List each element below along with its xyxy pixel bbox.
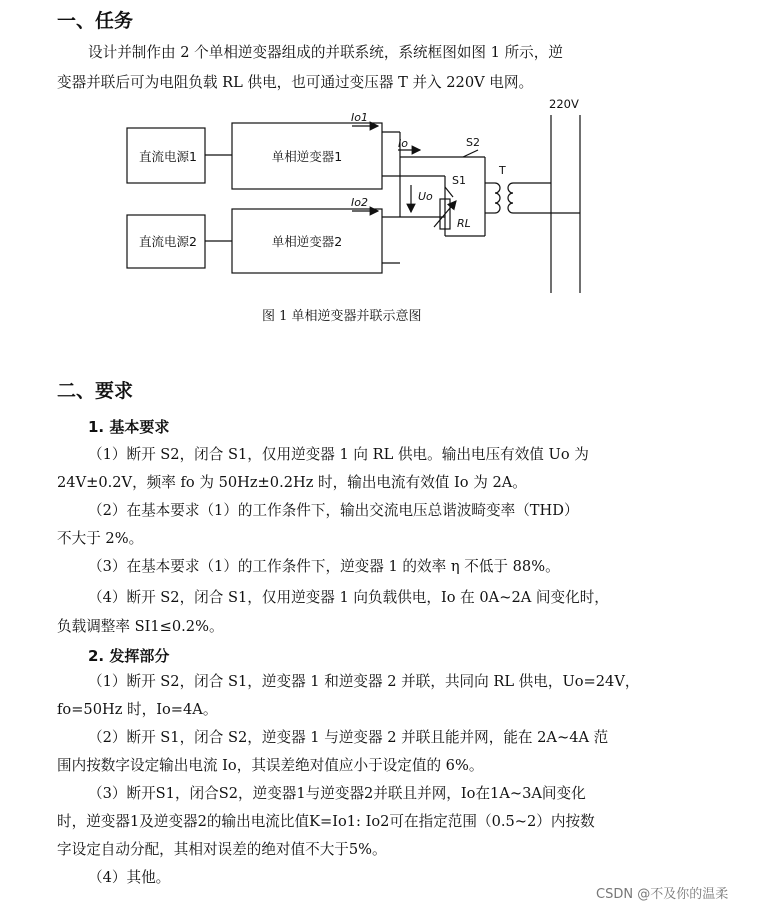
ext-line-1: （1）断开 S2，闭合 S1，逆变器 1 和逆变器 2 并联，共同向 RL 供电，Uo=24V，	[88, 673, 640, 690]
section1-line-2: 变器并联后可为电阻负载 RL 供电，也可通过变压器 T 并入 220V 电网。	[57, 74, 534, 91]
s1-label: S1	[452, 174, 466, 187]
basic-req-line-5: （3）在基本要求（1）的工作条件下，逆变器 1 的效率 η 不低于 88%。	[88, 558, 560, 575]
io-label: Io	[398, 137, 408, 150]
basic-req-line-2: 24V±0.2V，频率 fo 为 50Hz±0.2Hz 时，输出电流有效值 Io 为 2A。	[57, 474, 527, 491]
uo-label: Uo	[418, 190, 433, 203]
inverter-1-label: 单相逆变器1	[271, 149, 343, 164]
inverter-2-label: 单相逆变器2	[271, 234, 343, 249]
dc-source-1-label: 直流电源1	[139, 149, 197, 164]
csdn-watermark: CSDN @不及你的温柔	[596, 887, 729, 902]
s2-label: S2	[466, 136, 480, 149]
ext-line-3: （2）断开 S1，闭合 S2，逆变器 1 与逆变器 2 并联且能并网，能在 2A~4A 范	[88, 729, 609, 746]
basic-req-line-6: （4）断开 S2，闭合 S1，仅用逆变器 1 向负载供电，Io 在 0A~2A 间变化时，	[88, 589, 609, 606]
section2-heading: 二、要求	[57, 380, 134, 402]
transformer-label: T	[499, 164, 506, 177]
ext-line-8: （4）其他。	[88, 869, 171, 886]
ext-line-4: 围内按数字设定输出电流 Io，其误差绝对值应小于设定值的 6%。	[57, 757, 484, 774]
ext-line-5: （3）断开S1，闭合S2，逆变器1与逆变器2并联且并网，Io在1A~3A间变化	[88, 785, 586, 802]
extended-part-title: 2. 发挥部分	[88, 647, 170, 665]
dc-source-2-label: 直流电源2	[139, 234, 197, 249]
basic-req-line-4: 不大于 2%。	[57, 530, 144, 547]
basic-requirements-title: 1. 基本要求	[88, 418, 170, 436]
section1-heading: 一、任务	[57, 10, 134, 32]
ext-line-7: 字设定自动分配，其相对误差的绝对值不大于5%。	[57, 841, 387, 858]
block-diagram	[0, 0, 767, 330]
io2-label: Io2	[351, 196, 368, 209]
figure-caption: 图 1 单相逆变器并联示意图	[262, 309, 422, 324]
basic-req-line-3: （2）在基本要求（1）的工作条件下，输出交流电压总谐波畸变率（THD）	[88, 502, 579, 519]
basic-req-line-7: 负载调整率 SI1≤0.2%。	[57, 618, 224, 635]
grid-voltage-label: 220V	[549, 97, 579, 111]
rl-label: RL	[457, 217, 471, 230]
basic-req-line-1: （1）断开 S2，闭合 S1，仅用逆变器 1 向 RL 供电。输出电压有效值 Uo 为	[88, 446, 589, 463]
ext-line-6: 时，逆变器1及逆变器2的输出电流比值K=Io1: Io2可在指定范围（0.5~2）内按数	[57, 813, 595, 830]
section1-line-1: 设计并制作由 2 个单相逆变器组成的并联系统，系统框图如图 1 所示，逆	[88, 44, 563, 61]
ext-line-2: fo=50Hz 时，Io=4A。	[57, 701, 218, 718]
io1-label: Io1	[351, 111, 368, 124]
